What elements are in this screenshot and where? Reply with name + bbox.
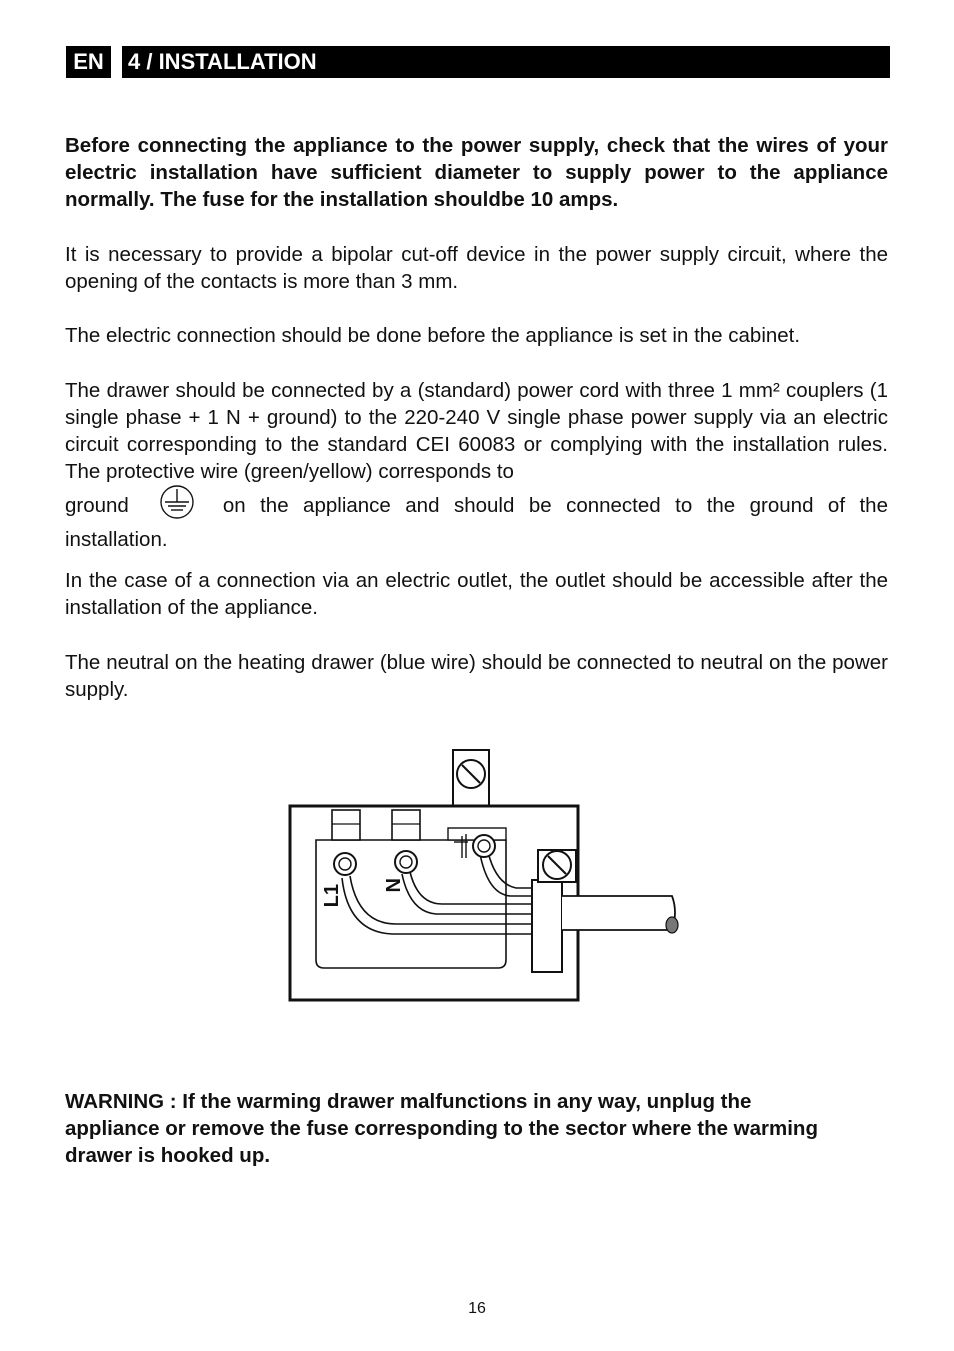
- warning-paragraph: WARNING : If the warming drawer malfunctions in any way, unplug the appliance or remove the fuse corresponding to the sector where the warming drawer is hooked up.: [65, 1090, 818, 1167]
- terminal-block-illustration: [286, 748, 686, 1004]
- label-l1: L1: [321, 884, 343, 908]
- power-cord-text: The drawer should be connected by a (standard) power cord with three 1 mm² couplers (1 single phase + 1 N + ground) to the 220-240 V single phase power supply via an electric circuit corresponding to the standard CEI 60083 or complying with the installation rules. The protective wire (green/yellow) corresponds to: [65, 379, 888, 483]
- language-badge: EN: [66, 46, 111, 78]
- label-n: N: [383, 878, 405, 893]
- cutoff-paragraph: It is necessary to provide a bipolar cut-off device in the power supply circuit, where the opening of the contacts is more than 3 mm.: [65, 243, 888, 293]
- installation-word: installation.: [65, 528, 168, 551]
- connection-timing-paragraph: The electric connection should be done before the appliance is set in the cabinet.: [65, 324, 801, 347]
- ground-word: ground: [65, 494, 129, 517]
- section-title: 4 / INSTALLATION: [122, 46, 890, 78]
- ground-line: [65, 485, 888, 526]
- intro-bold-paragraph: Before connecting the appliance to the power supply, check that the wires of your electric installation have sufficient diameter to supply power to the appliance normally. The fuse for the installation shouldbe 10 amps.: [65, 134, 888, 211]
- page-number: 16: [468, 1300, 486, 1317]
- ground-symbol-icon: [159, 485, 195, 526]
- ground-line-rest: on the appliance and should be connected to the ground of the: [222, 494, 888, 517]
- neutral-paragraph: The neutral on the heating drawer (blue wire) should be connected to neutral on the power supply.: [65, 651, 888, 701]
- wiring-diagram: [286, 748, 686, 1009]
- outlet-paragraph: In the case of a connection via an electric outlet, the outlet should be accessible after the installation of the appliance.: [65, 569, 888, 619]
- power-cord-paragraph: [65, 377, 888, 553]
- section-header: [66, 46, 890, 78]
